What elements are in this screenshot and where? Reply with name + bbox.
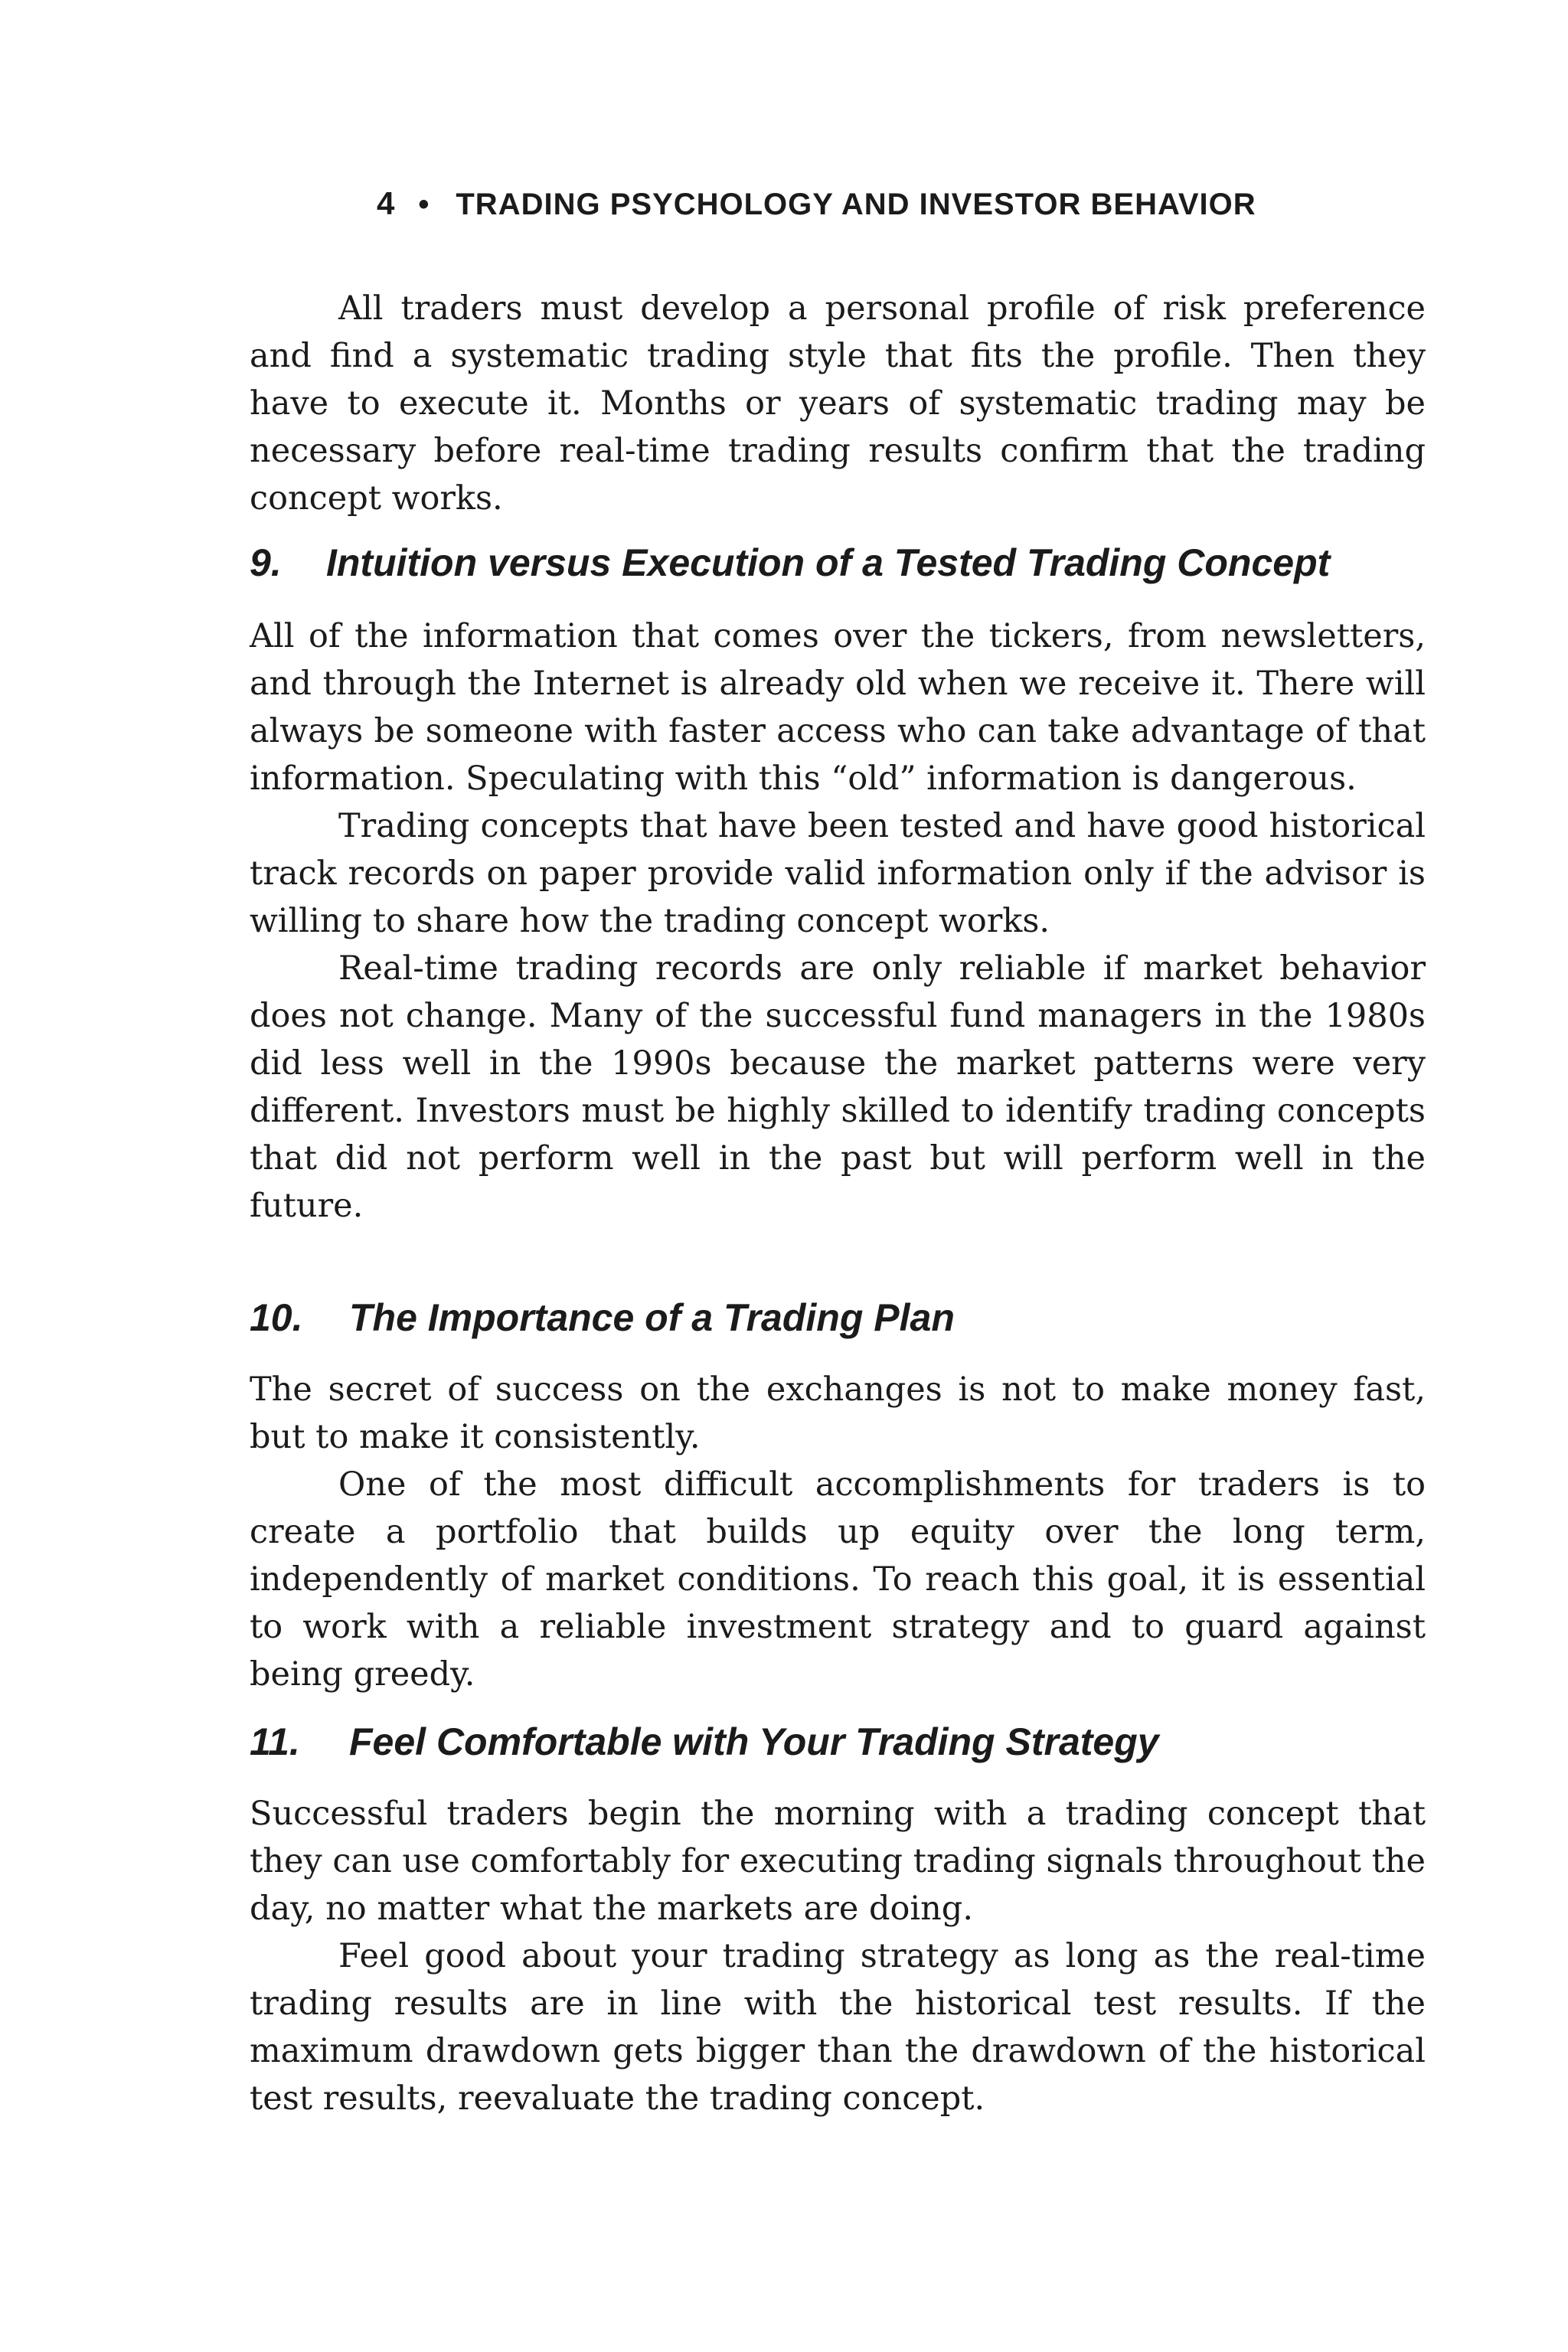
paragraph: The secret of success on the exchanges is not to make money fast, but to make it consistently. bbox=[250, 1370, 1426, 1456]
section-number: 9. bbox=[250, 541, 282, 584]
intro-text bbox=[250, 285, 1426, 522]
section-heading-10 bbox=[250, 1294, 1444, 1341]
paragraph: All of the information that comes over the tickers, from newsletters, and through the Internet is already old when we receive it. There will always be someone with faster access who can take advantage of that information. Speculating with this “old” information is dangerous. bbox=[250, 617, 1426, 798]
paragraph: Real-time trading records are only reliable if market behavior does not change. Many of the successful fund managers in the 1980s did less well in the 1990s because the market patterns were very different. Investors must be highly skilled to identify trading concepts that did not perform well in the past but will perform well in the future. bbox=[250, 949, 1426, 1225]
running-head-title: TRADING PSYCHOLOGY AND INVESTOR BEHAVIOR bbox=[456, 188, 1256, 221]
section-number: 11. bbox=[250, 1720, 300, 1763]
paragraph: Trading concepts that have been tested and have good historical track records on paper provide valid information only if the advisor is willing to share how the trading concept works. bbox=[250, 807, 1426, 940]
bullet-separator: • bbox=[418, 188, 430, 221]
section-9-body bbox=[250, 612, 1426, 1230]
paragraph: Feel good about your trading strategy as long as the real-time trading results are in line with the historical test results. If the maximum drawdown gets bigger than the drawdown of the historical test results, reevaluate the trading concept. bbox=[250, 1937, 1426, 2118]
section-11-body bbox=[250, 1790, 1426, 2122]
section-10-body bbox=[250, 1366, 1426, 1698]
section-title: Feel Comfortable with Your Trading Strategy bbox=[349, 1720, 1159, 1763]
section-number: 10. bbox=[250, 1296, 303, 1339]
section-title: Intuition versus Execution of a Tested Trading Concept bbox=[326, 541, 1331, 584]
section-heading-9 bbox=[250, 539, 1444, 586]
paragraph: Successful traders begin the morning with a trading concept that they can use comfortably for executing trading signals throughout the day, no matter what the markets are doing. bbox=[250, 1795, 1426, 1928]
paragraph: One of the most difficult accomplishments for traders is to create a portfolio that builds up equity over the long term, independently of market conditions. To reach this goal, it is essential to work with a reliable investment strategy and to guard against being greedy. bbox=[250, 1465, 1426, 1694]
paragraph: All traders must develop a personal profile of risk preference and find a systematic trading style that fits the profile. Then they have to execute it. Months or years of systematic trading may be necessary before real-time trading results confirm that the trading concept works. bbox=[250, 289, 1426, 518]
running-head bbox=[377, 184, 1464, 224]
page-number: 4 bbox=[377, 185, 396, 221]
section-heading-11 bbox=[250, 1718, 1444, 1766]
section-title: The Importance of a Trading Plan bbox=[349, 1296, 955, 1339]
